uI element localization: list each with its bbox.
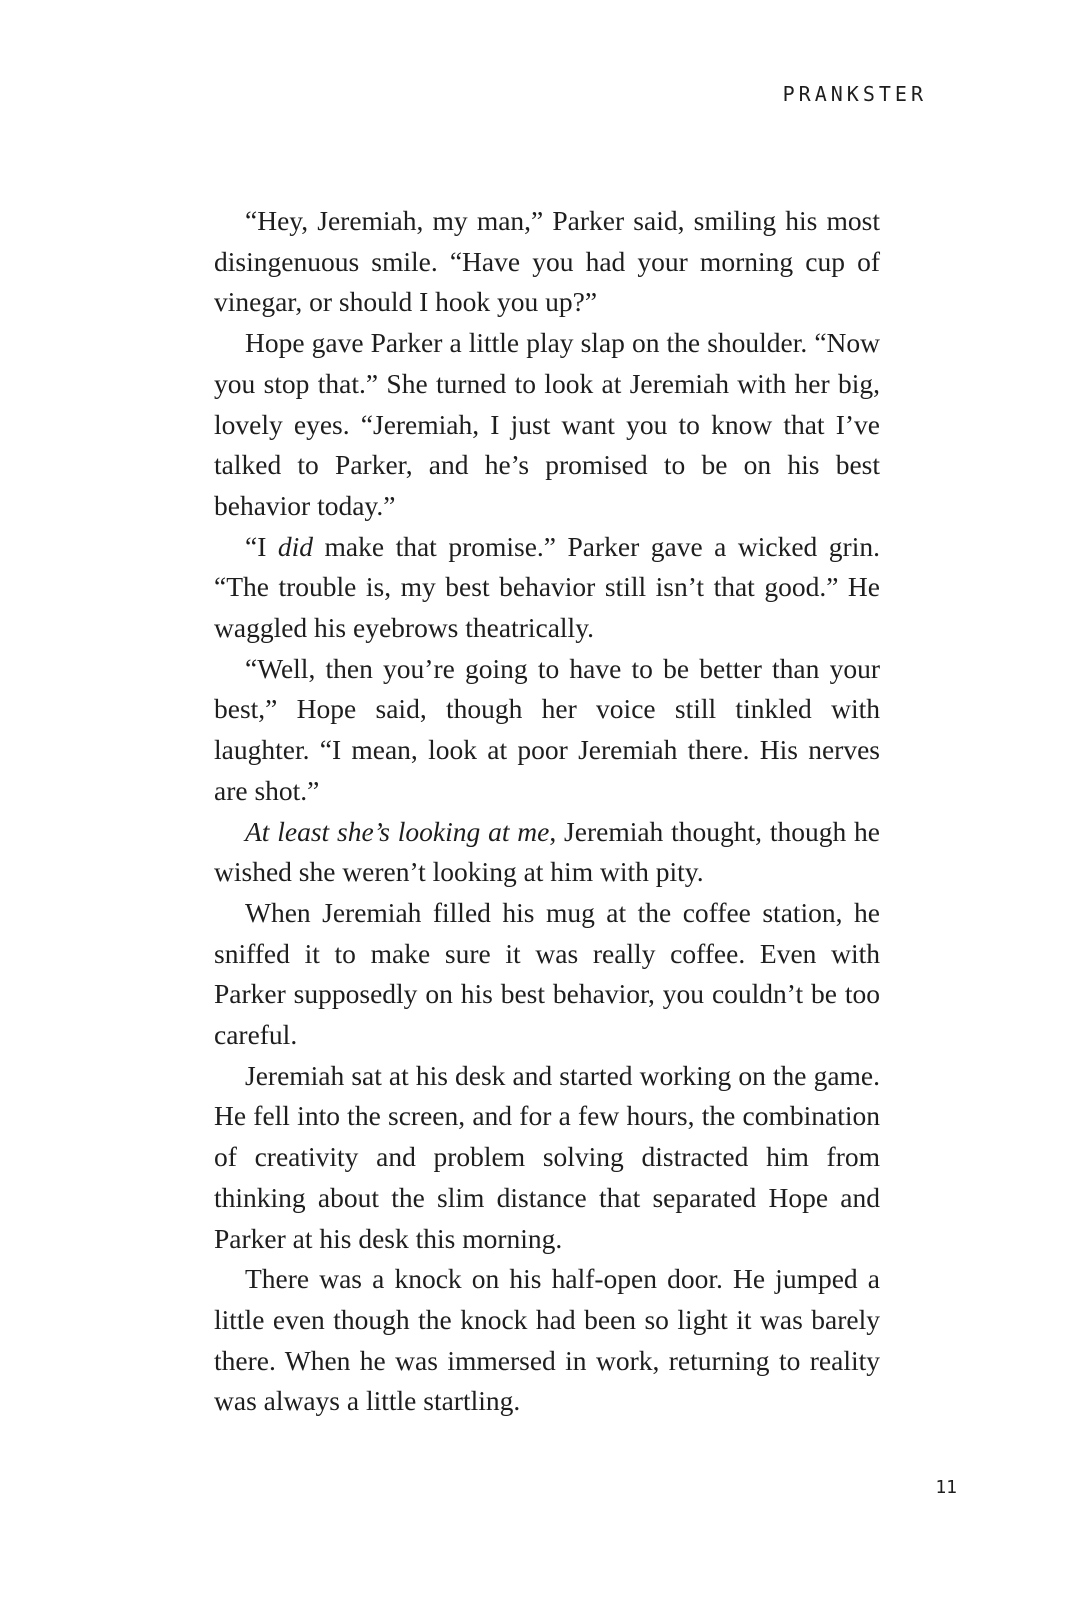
paragraph-1: “Hey, Jeremiah, my man,” Parker said, smiling his most disingenuous smile. “Have you had your morning cup of vinegar, or should I hook you up?” xyxy=(214,205,880,318)
paragraph-5 xyxy=(214,812,880,893)
paragraph-6: When Jeremiah filled his mug at the coffee station, he sniffed it to make sure it was really coffee. Even with Parker supposedly on his best behavior, you couldn’t be too careful. xyxy=(214,896,880,1051)
paragraph-8: There was a knock on his half-open door. He jumped a little even though the knock had been so light it was barely there. When he was immersed in work, returning to reality was always a little startling. xyxy=(214,1263,880,1417)
paragraph-7: Jeremiah sat at his desk and started working on the game. He fell into the screen, and for a few hours, the combination of creativity and problem solving distracted him from thinking about the slim distance that separated Hope and Parker at his desk this morning. xyxy=(214,1059,880,1254)
paragraph-5-after: , Jeremiah thought, though he wished she weren’t looking at him with pity. xyxy=(214,815,880,888)
body-text xyxy=(214,201,880,1422)
running-head: PRANKSTER xyxy=(782,82,927,106)
paragraph-3-italic: did xyxy=(277,530,314,562)
page-number: 11 xyxy=(935,1477,957,1498)
paragraph-4: “Well, then you’re going to have to be better than your best,” Hope said, though her voice still tinkled with laughter. “I mean, look at poor Jeremiah there. His nerves are shot.” xyxy=(214,652,880,806)
paragraph-3-after: make that promise.” Parker gave a wicked grin. “The trouble is, my best behavior still isn’t that good.” He waggled his eyebrows theatrically. xyxy=(214,530,880,644)
paragraph-3-before: “I xyxy=(245,530,278,562)
paragraph-5-italic: At least she’s looking at me xyxy=(245,815,550,847)
paragraph-3 xyxy=(214,527,880,649)
paragraph-2: Hope gave Parker a little play slap on the shoulder. “Now you stop that.” She turned to look at Jeremiah with her big, lovely eyes. “Jeremiah, I just want you to know that I’ve talked to Parker, and he’s promised to be on his best behavior today.” xyxy=(214,327,880,521)
